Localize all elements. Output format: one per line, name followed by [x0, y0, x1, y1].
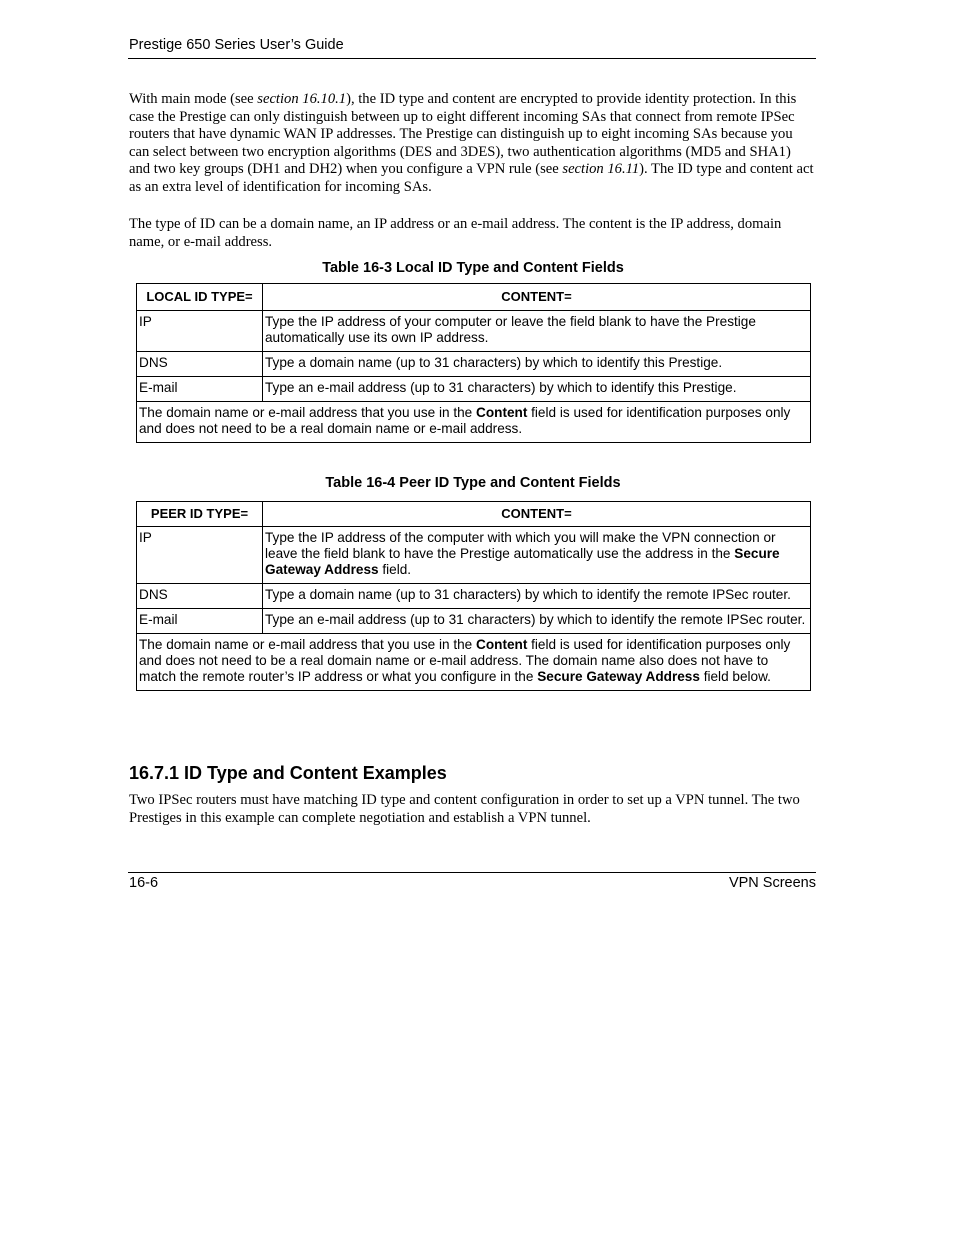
row-type-cell: IP	[137, 527, 263, 584]
row-type-cell: E-mail	[137, 377, 263, 402]
column-header-type: LOCAL ID TYPE=	[137, 284, 263, 311]
section-ref-link-2: section 16.11	[562, 161, 640, 178]
content-text: field.	[378, 562, 412, 577]
row-content-cell: Type a domain name (up to 31 characters) by which to identify the remote IPSec router.	[263, 584, 811, 609]
table-header-row	[137, 284, 811, 311]
table-note-cell	[137, 634, 811, 691]
table-row	[137, 377, 811, 402]
table2-caption: Table 16-4 Peer ID Type and Content Fields	[325, 475, 621, 491]
table-row	[137, 584, 811, 609]
section-ref-link-1: section 16.10.1	[257, 91, 347, 107]
footer-rule	[128, 872, 816, 873]
para1-text-3: ). The ID type and content act as an extra level of identification for incoming SAs.	[129, 161, 814, 195]
table-header-row	[137, 502, 811, 527]
note-bold-term: Content	[476, 405, 528, 420]
header-rule	[128, 58, 816, 59]
row-content-cell: Type an e-mail address (up to 31 characters) by which to identify this Prestige.	[263, 377, 811, 402]
note-bold-term: Secure Gateway Address	[537, 669, 700, 684]
table-row	[137, 352, 811, 377]
id-type-paragraph: The type of ID can be a domain name, an IP address or an e-mail address. The content is the IP address, domain name, or e-mail address.	[129, 216, 782, 250]
note-bold-term: Content	[476, 637, 528, 652]
content-text: Type the IP address of the computer with which you will make the VPN connection or leave the field blank to have the Prestige automatically use the address in the	[265, 530, 776, 561]
note-text: field below.	[699, 669, 771, 684]
table-row	[137, 311, 811, 352]
row-type-cell: E-mail	[137, 609, 263, 634]
para1-text-2: ), the ID type and content are encrypted to provide identity protection. In this case the Prestige can only distinguish between up to eight different incoming SAs that connect from remote IPSec routers that have dynamic WAN IP addresses. The Prestige can distinguish up to eight incoming SAs because you can select between two encryption algorithms (DES and 3DES), two authentication algorithms (MD5 and SHA1) and two key groups (DH1 and DH2) when you configure a VPN rule (see	[129, 91, 797, 178]
local-id-table	[136, 283, 811, 443]
row-type-cell: DNS	[137, 584, 263, 609]
row-content-cell: Type an e-mail address (up to 31 characters) by which to identify the remote IPSec router.	[263, 609, 811, 634]
para1-text-1: With main mode (see	[129, 91, 258, 107]
row-content-cell: Type a domain name (up to 31 characters) by which to identify this Prestige.	[263, 352, 811, 377]
content-bold-term: Secure Gateway Address	[265, 546, 780, 577]
row-type-cell: DNS	[137, 352, 263, 377]
note-text: The domain name or e-mail address that you use in the	[139, 405, 477, 420]
row-content-cell	[263, 527, 811, 584]
note-text: The domain name or e-mail address that you use in the	[139, 637, 477, 652]
column-header-content: CONTENT=	[263, 284, 811, 311]
row-content-cell: Type the IP address of your computer or leave the field blank to have the Prestige automatically use its own IP address.	[263, 311, 811, 352]
column-header-type: PEER ID TYPE=	[137, 502, 263, 527]
page-header-title: Prestige 650 Series User’s Guide	[129, 37, 344, 53]
row-type-cell: IP	[137, 311, 263, 352]
page-number: 16-6	[129, 875, 159, 891]
table-row	[137, 609, 811, 634]
note-text: field is used for identification purposes only and does not need to be a real domain name or e-mail address.	[139, 405, 791, 436]
note-text: field is used for identification purposes only and does not need to be a real domain name or e-mail address. The domain name also does not have to match the remote router’s IP address or what you configure in the	[139, 637, 791, 684]
chapter-name: VPN Screens	[728, 875, 816, 891]
table-note-row	[137, 402, 811, 443]
intro-paragraph	[129, 91, 815, 197]
table1-caption: Table 16-3 Local ID Type and Content Fields	[322, 260, 624, 276]
table-note-row	[137, 634, 811, 691]
section-heading: 16.7.1 ID Type and Content Examples	[129, 763, 447, 783]
table-row	[137, 527, 811, 584]
peer-id-table	[136, 501, 811, 691]
column-header-content: CONTENT=	[263, 502, 811, 527]
section-paragraph: Two IPSec routers must have matching ID type and content configuration in order to set up a VPN tunnel. The two Prestiges in this example can complete negotiation and establish a VPN tunnel.	[129, 792, 800, 826]
table-note-cell	[137, 402, 811, 443]
